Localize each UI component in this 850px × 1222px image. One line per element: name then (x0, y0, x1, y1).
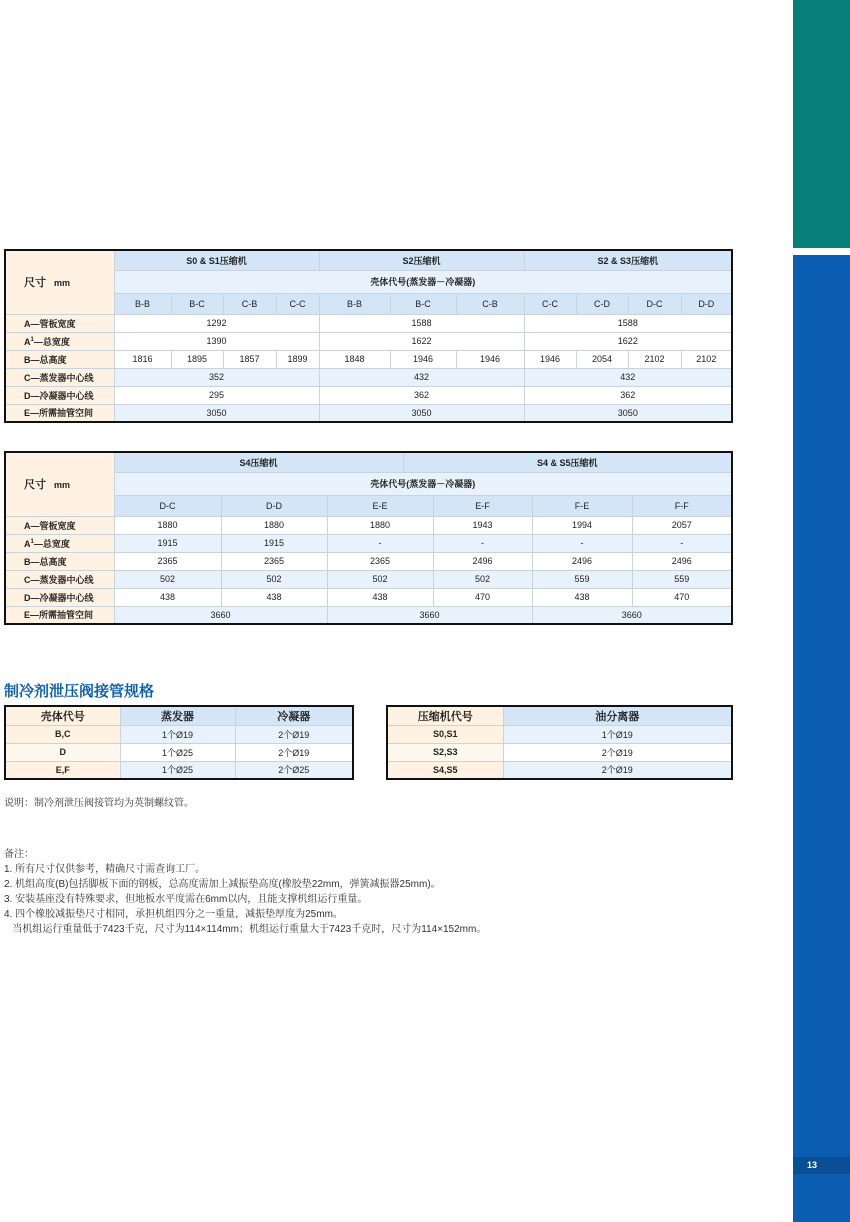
row-label: D—冷凝器中心线 (5, 588, 114, 606)
cell: 502 (221, 570, 327, 588)
column-header: D-C (628, 293, 681, 314)
row-label: B—总高度 (5, 552, 114, 570)
cell: 502 (433, 570, 532, 588)
cell: 2365 (221, 552, 327, 570)
cell: 295 (114, 386, 319, 404)
table-row (5, 606, 732, 624)
cell: 1个Ø25 (120, 743, 235, 761)
table-row (5, 743, 353, 761)
dimension-corner-label: 尺寸 mm (5, 452, 114, 516)
table-row (5, 725, 353, 743)
cell: 2365 (114, 552, 221, 570)
table-row (387, 743, 732, 761)
table-row (5, 350, 732, 368)
cell: 438 (221, 588, 327, 606)
cell: 470 (433, 588, 532, 606)
cell: 1个Ø19 (120, 725, 235, 743)
cell: 1816 (114, 350, 171, 368)
row-label: C—蒸发器中心线 (5, 570, 114, 588)
row-label: B,C (5, 725, 120, 743)
row-label: C—蒸发器中心线 (5, 368, 114, 386)
group-header: S4压缩机 (114, 452, 403, 472)
column-header: C-B (223, 293, 276, 314)
group-header: S2压缩机 (319, 250, 524, 270)
group-header: S0 & S1压缩机 (114, 250, 319, 270)
shell-code-subheader: 壳体代号(蒸发器－冷凝器) (114, 472, 732, 495)
cell: 3660 (532, 606, 732, 624)
cell: 2个Ø19 (503, 743, 732, 761)
column-header: E-E (327, 495, 433, 516)
dimension-table-s0-s3 (4, 249, 733, 423)
table-row (5, 552, 732, 570)
cell: 352 (114, 368, 319, 386)
cell: 1899 (276, 350, 319, 368)
cell: - (327, 534, 433, 552)
cell: 1946 (456, 350, 524, 368)
column-header: C-D (576, 293, 628, 314)
cell: - (433, 534, 532, 552)
cell: 438 (327, 588, 433, 606)
compressor-relief-valve-table (386, 705, 733, 780)
column-header: F-E (532, 495, 632, 516)
cell: 1588 (319, 314, 524, 332)
cell: 1857 (223, 350, 276, 368)
table-row (5, 588, 732, 606)
column-header: B-B (319, 293, 390, 314)
column-header: D-D (221, 495, 327, 516)
table-row (5, 761, 353, 779)
cell: 1622 (524, 332, 732, 350)
cell: 470 (632, 588, 732, 606)
cell: 3050 (114, 404, 319, 422)
table-row (5, 314, 732, 332)
cell: 1946 (390, 350, 456, 368)
column-header: B-B (114, 293, 171, 314)
cell: 3660 (327, 606, 532, 624)
table-row (387, 725, 732, 743)
cell: 1622 (319, 332, 524, 350)
relief-explanation: 说明：制冷剂泄压阀接管均为英制螺纹管。 (4, 798, 194, 809)
cell: 1390 (114, 332, 319, 350)
table-row (5, 570, 732, 588)
column-header: D-C (114, 495, 221, 516)
row-label: A—管板宽度 (5, 314, 114, 332)
column-header: 压缩机代号 (387, 706, 503, 725)
cell: 3050 (524, 404, 732, 422)
column-header: E-F (433, 495, 532, 516)
column-header: D-D (681, 293, 732, 314)
cell: 362 (319, 386, 524, 404)
group-header: S4 & S5压缩机 (403, 452, 732, 472)
cell: 559 (532, 570, 632, 588)
row-label: $A^1—$总宽度 (5, 534, 114, 552)
cell: 438 (532, 588, 632, 606)
cell: 1588 (524, 314, 732, 332)
cell: 1946 (524, 350, 576, 368)
group-header: S2 & S3压缩机 (524, 250, 732, 270)
notes-heading: 备注： (4, 849, 34, 860)
cell: 502 (114, 570, 221, 588)
table-row (5, 404, 732, 422)
note-item: 4. 四个橡胶减振垫尺寸相同，承担机组四分之一重量，减振垫厚度为25mm。 (4, 909, 343, 920)
cell: 1895 (171, 350, 223, 368)
cell: 432 (524, 368, 732, 386)
cell: 1个Ø19 (503, 725, 732, 743)
dimension-corner-label: 尺寸 mm (5, 250, 114, 314)
cell: 1994 (532, 516, 632, 534)
cell: - (532, 534, 632, 552)
cell: 2496 (433, 552, 532, 570)
cell: 2个Ø19 (235, 725, 353, 743)
cell: - (632, 534, 732, 552)
column-header: C-B (456, 293, 524, 314)
column-header: 冷凝器 (235, 706, 353, 725)
row-label: E—所需抽管空间 (5, 606, 114, 624)
row-label: E,F (5, 761, 120, 779)
table-row (5, 368, 732, 386)
cell: 1292 (114, 314, 319, 332)
cell: 2496 (632, 552, 732, 570)
cell: 2102 (681, 350, 732, 368)
cell: 2496 (532, 552, 632, 570)
cell: 2个Ø19 (235, 743, 353, 761)
column-header: 壳体代号 (5, 706, 120, 725)
row-label: B—总高度 (5, 350, 114, 368)
column-header: B-C (171, 293, 223, 314)
cell: 2102 (628, 350, 681, 368)
row-label: S0,S1 (387, 725, 503, 743)
column-header: B-C (390, 293, 456, 314)
row-label: S2,S3 (387, 743, 503, 761)
side-accent-blue (793, 255, 850, 1222)
column-header: 蒸发器 (120, 706, 235, 725)
cell: 1880 (221, 516, 327, 534)
table-row (5, 534, 732, 552)
side-accent-teal (793, 0, 850, 248)
note-item: 当机组运行重量低于7423千克，尺寸为114×114mm；机组运行重量大于7423千克时，尺寸为114×152mm。 (4, 924, 487, 935)
shell-relief-valve-table (4, 705, 354, 780)
cell: 1915 (114, 534, 221, 552)
cell: 502 (327, 570, 433, 588)
cell: 1个Ø25 (120, 761, 235, 779)
cell: 3050 (319, 404, 524, 422)
row-label: S4,S5 (387, 761, 503, 779)
cell: 1880 (114, 516, 221, 534)
cell: 438 (114, 588, 221, 606)
note-item: 1. 所有尺寸仅供参考，精确尺寸需查询工厂。 (4, 864, 206, 875)
row-label: D (5, 743, 120, 761)
cell: 1915 (221, 534, 327, 552)
cell: 2054 (576, 350, 628, 368)
cell: 432 (319, 368, 524, 386)
row-label: E—所需抽管空间 (5, 404, 114, 422)
row-label: A—管板宽度 (5, 516, 114, 534)
column-header: 油分离器 (503, 706, 732, 725)
table-row (5, 516, 732, 534)
cell: 559 (632, 570, 732, 588)
row-label: $A^1—$总宽度 (5, 332, 114, 350)
dimension-table-s4-s5 (4, 451, 733, 625)
cell: 2个Ø25 (235, 761, 353, 779)
cell: 362 (524, 386, 732, 404)
cell: 2057 (632, 516, 732, 534)
column-header: F-F (632, 495, 732, 516)
cell: 1943 (433, 516, 532, 534)
table-row (5, 332, 732, 350)
page-number: 13 (793, 1157, 850, 1174)
table-row (5, 386, 732, 404)
cell: 2个Ø19 (503, 761, 732, 779)
cell: 2365 (327, 552, 433, 570)
shell-code-subheader: 壳体代号(蒸发器－冷凝器) (114, 270, 732, 293)
column-header: C-C (524, 293, 576, 314)
table-row (387, 761, 732, 779)
note-item: 3. 安装基座没有特殊要求，但地板水平度需在6mm以内，且能支撑机组运行重量。 (4, 894, 368, 905)
cell: 1880 (327, 516, 433, 534)
note-item: 2. 机组高度(B)包括脚板下面的钢板，总高度需加上减振垫高度(橡胶垫22mm，弹簧减振器25mm)。 (4, 879, 441, 890)
cell: 1848 (319, 350, 390, 368)
row-label: D—冷凝器中心线 (5, 386, 114, 404)
column-header: C-C (276, 293, 319, 314)
cell: 3660 (114, 606, 327, 624)
section-title: 制冷剂泄压阀接管规格 (4, 683, 155, 700)
